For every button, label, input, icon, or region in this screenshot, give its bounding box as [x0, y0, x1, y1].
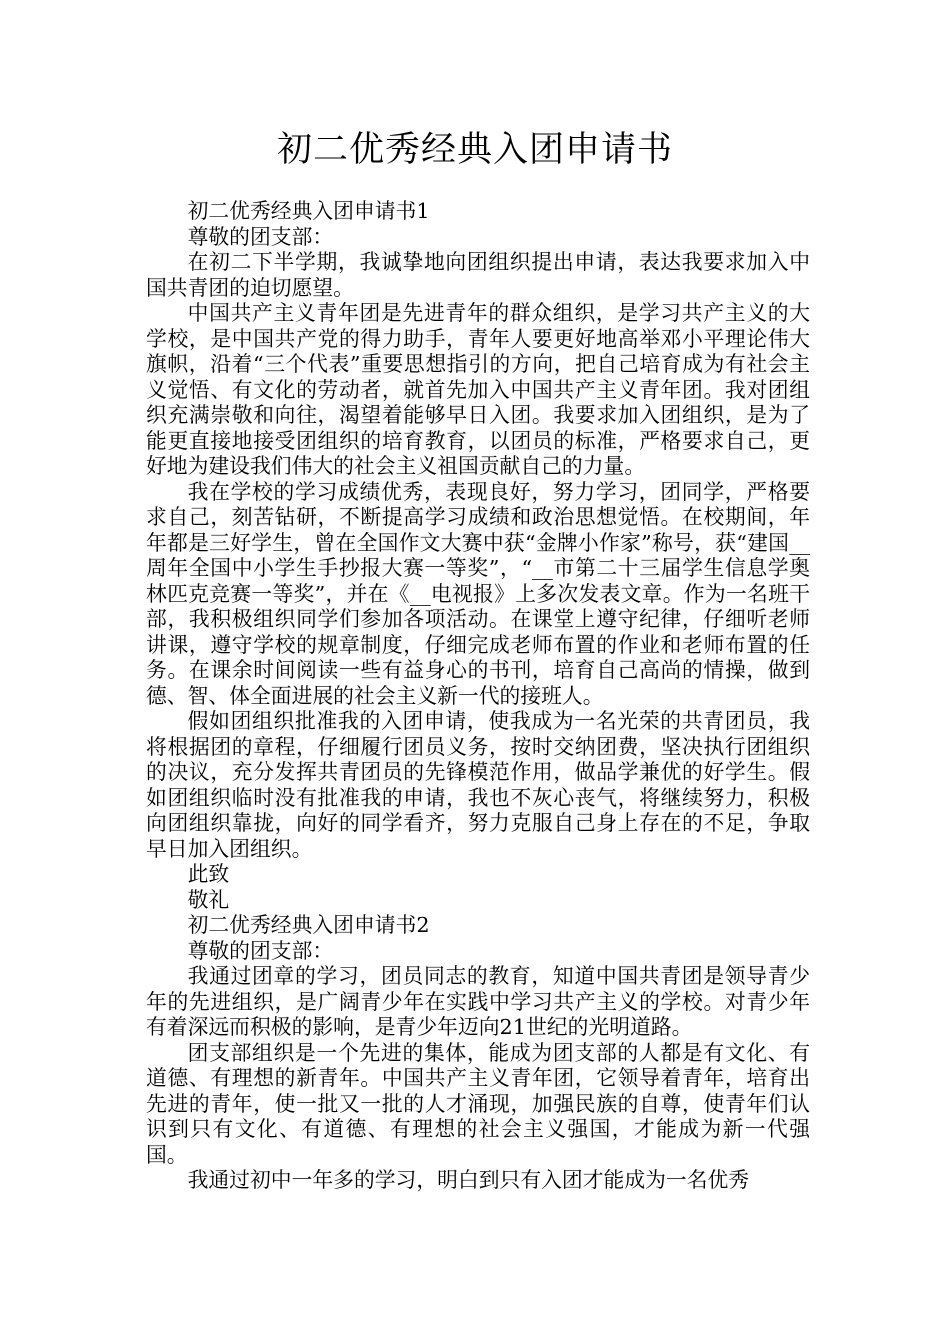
paragraph: 我在学校的学习成绩优秀，表现良好，努力学习，团同学，严格要求自己，刻苦钻研，不断提高学习成绩和政治思想觉悟。在校期间，年年都是三好学生，曾在全国作文大赛中获“金牌小作家”称号，获“建国__周年全国中小学生手抄报大赛一等奖”，“__市第二十三届学生信息学奥林匹克竞赛一等奖”，并在《__电视报》上多次发表文章。作为一名班干部，我积极组织同学们参加各项活动。在课堂上遵守纪律，仔细听老师讲课，遵守学校的规章制度，仔细完成老师布置的作业和老师布置的任务。在课余时间阅读一些有益身心的书刊，培育自己高尚的情操，做到德、智、体全面进展的社会主义新一代的接班人。 — [146, 479, 810, 708]
salutation: 尊敬的团支部： — [187, 224, 334, 249]
paragraph: 团支部组织是一个先进的集体，能成为团支部的人都是有文化、有道德、有理想的新青年。中国共产主义青年团，它领导着青年，培育出先进的青年，使一批又一批的人才涌现，加强民族的自尊，使青年们认识到只有文化、有道德、有理想的社会主义强国，才能成为新一代强国。 — [146, 1040, 810, 1167]
closing-line: 敬礼 — [187, 887, 230, 912]
section-heading-2: 初二优秀经典入团申请书2 — [187, 913, 430, 937]
paragraph: 在初二下半学期，我诚挚地向团组织提出申请，表达我要求加入中国共青团的迫切愿望。 — [146, 250, 810, 300]
paragraph: 假如团组织批准我的入团申请，使我成为一名光荣的共青团员，我将根据团的章程，仔细履行团员义务，按时交纳团费，坚决执行团组织的决议，充分发挥共青团员的先锋模范作用，做品学兼优的好学生。假如团组织临时没有批准我的申请，我也不灰心丧气，将继续努力，积极向团组织靠拢，向好的同学看齐，努力克服自己身上存在的不足，争取早日加入团组织。 — [146, 709, 810, 861]
document-title: 初二优秀经典入团申请书 — [276, 130, 673, 170]
paragraph: 我通过团章的学习，团员同志的教育，知道中国共青团是领导青少年的先进组织，是广阔青少年在实践中学习共产主义的学校。对青少年有着深远而积极的影响，是青少年迈向21世纪的光明道路。 — [146, 964, 810, 1039]
salutation: 尊敬的团支部： — [187, 938, 334, 963]
closing-line: 此致 — [187, 862, 230, 886]
section-heading-1: 初二优秀经典入团申请书1 — [187, 199, 430, 223]
paragraph: 中国共产主义青年团是先进青年的群众组织，是学习共产主义的大学校，是中国共产党的得力助手，青年人要更好地高举邓小平理论伟大旗帜，沿着“三个代表”重要思想指引的方向，把自己培育成为有社会主义觉悟、有文化的劳动者，就首先加入中国共产主义青年团。我对团组织充满崇敬和向往，渴望着能够早日入团。我要求加入团组织，是为了能更直接地接受团组织的培育教育，以团员的标准，严格要求自己，更好地为建设我们伟大的社会主义祖国贡献自己的力量。 — [146, 301, 810, 478]
document-body — [146, 199, 810, 1194]
paragraph: 我通过初中一年多的学习，明白到只有入团才能成为一名优秀 — [187, 1168, 750, 1192]
